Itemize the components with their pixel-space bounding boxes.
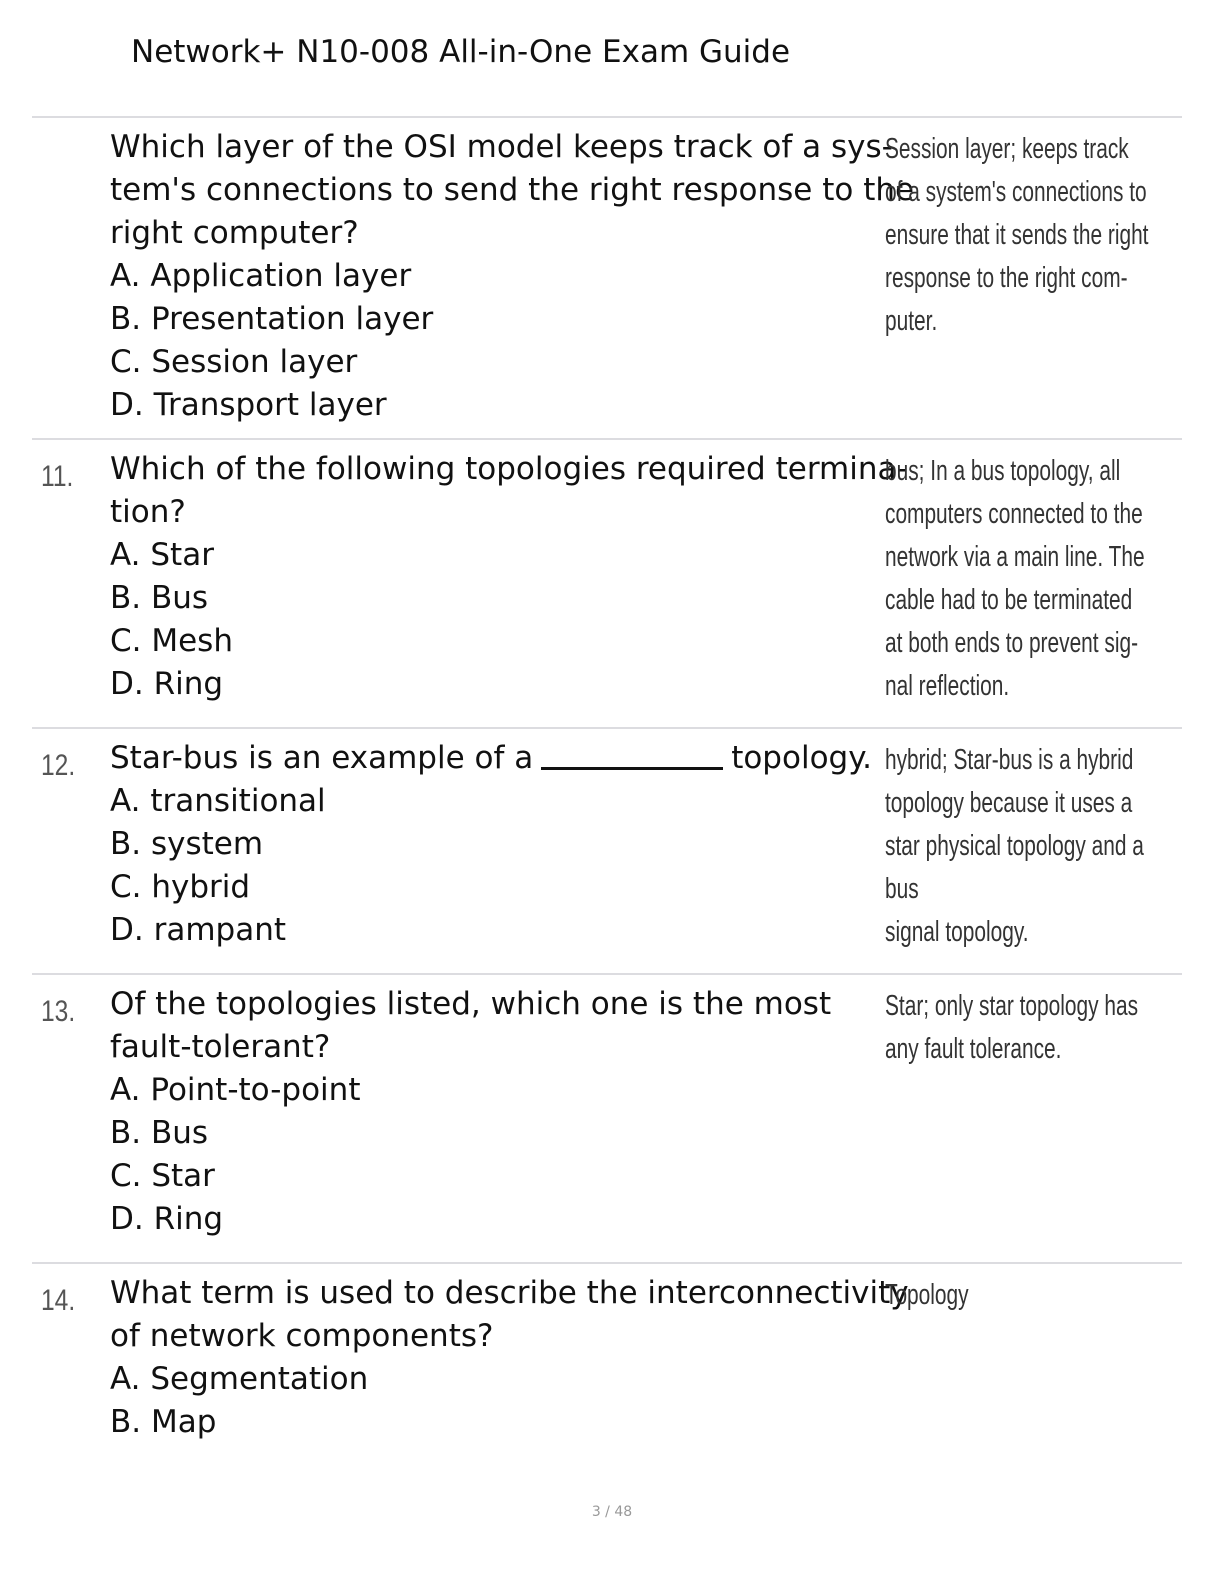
option: A. transitional bbox=[110, 783, 326, 819]
page-title: Network+ N10-008 All-in-One Exam Guide bbox=[131, 34, 791, 70]
option: A. Star bbox=[110, 537, 214, 573]
question-text bbox=[110, 737, 880, 952]
option: B. Map bbox=[110, 1404, 217, 1440]
answer-line: signal topology. bbox=[885, 916, 1029, 948]
option: D. Ring bbox=[110, 1201, 224, 1237]
qa-block bbox=[32, 727, 1182, 975]
option: A. Application layer bbox=[110, 258, 412, 294]
qa-block bbox=[32, 1262, 1182, 1464]
question-line bbox=[110, 737, 872, 780]
option: B. Presentation layer bbox=[110, 301, 434, 337]
answer-text bbox=[885, 1274, 1187, 1317]
answer-text bbox=[885, 739, 1187, 954]
question-line: tem's connections to send the right response to the bbox=[110, 172, 915, 208]
question-number: 14. bbox=[41, 1284, 76, 1317]
answer-line: star physical topology and a bbox=[885, 830, 1144, 862]
page-number: 3 / 48 bbox=[591, 1504, 633, 1520]
option: C. Session layer bbox=[110, 344, 358, 380]
question-suffix: topology. bbox=[731, 740, 872, 776]
question-line: Which of the following topologies required termina- bbox=[110, 451, 908, 487]
answer-line: topology because it uses a bbox=[885, 787, 1133, 819]
option: D. Ring bbox=[110, 666, 224, 702]
answer-line: Session layer; keeps track bbox=[885, 133, 1129, 165]
fill-in-blank bbox=[541, 737, 723, 770]
option: D. rampant bbox=[110, 912, 286, 948]
question-line: right computer? bbox=[110, 215, 359, 251]
answer-line: computers connected to the bbox=[885, 498, 1143, 530]
question-text bbox=[110, 983, 880, 1241]
option: B. Bus bbox=[110, 1115, 209, 1151]
answer-line: cable had to be terminated bbox=[885, 584, 1133, 616]
option: C. Star bbox=[110, 1158, 215, 1194]
answer-text bbox=[885, 450, 1187, 708]
question-line: tion? bbox=[110, 494, 186, 530]
answer-text bbox=[885, 128, 1187, 343]
question-text bbox=[110, 126, 915, 427]
answer-line: nal reflection. bbox=[885, 670, 1010, 702]
option: B. system bbox=[110, 826, 264, 862]
question-line: Of the topologies listed, which one is the most bbox=[110, 986, 832, 1022]
question-line: Which layer of the OSI model keeps track of a sys- bbox=[110, 129, 893, 165]
option: A. Point-to-point bbox=[110, 1072, 361, 1108]
answer-text bbox=[885, 985, 1187, 1071]
option: C. hybrid bbox=[110, 869, 251, 905]
question-line: of network components? bbox=[110, 1318, 494, 1354]
answer-line: any fault tolerance. bbox=[885, 1033, 1062, 1065]
answer-line: bus; In a bus topology, all bbox=[885, 455, 1121, 487]
option: A. Segmentation bbox=[110, 1361, 369, 1397]
question-number: 13. bbox=[41, 995, 76, 1028]
answer-line: Topology bbox=[885, 1279, 969, 1311]
answer-line: puter. bbox=[885, 305, 938, 337]
question-number: 12. bbox=[41, 749, 76, 782]
question-line: fault-tolerant? bbox=[110, 1029, 331, 1065]
qa-block bbox=[32, 973, 1182, 1264]
answer-line: hybrid; Star-bus is a hybrid bbox=[885, 744, 1134, 776]
answer-line: bus bbox=[885, 873, 919, 905]
answer-line: Star; only star topology has bbox=[885, 990, 1139, 1022]
question-text bbox=[110, 448, 908, 706]
answer-line: network via a main line. The bbox=[885, 541, 1145, 573]
answer-line: of a system's connections to bbox=[885, 176, 1147, 208]
answer-line: at both ends to prevent sig- bbox=[885, 627, 1139, 659]
option: B. Bus bbox=[110, 580, 209, 616]
option: D. Transport layer bbox=[110, 387, 387, 423]
question-prefix: Star-bus is an example of a bbox=[110, 740, 534, 776]
answer-line: ensure that it sends the right bbox=[885, 219, 1149, 251]
question-line: What term is used to describe the interconnectivity bbox=[110, 1275, 909, 1311]
qa-block bbox=[32, 116, 1182, 440]
question-text bbox=[110, 1272, 909, 1444]
question-number: 11. bbox=[41, 460, 74, 493]
answer-line: response to the right com- bbox=[885, 262, 1128, 294]
option: C. Mesh bbox=[110, 623, 233, 659]
qa-block bbox=[32, 438, 1182, 729]
